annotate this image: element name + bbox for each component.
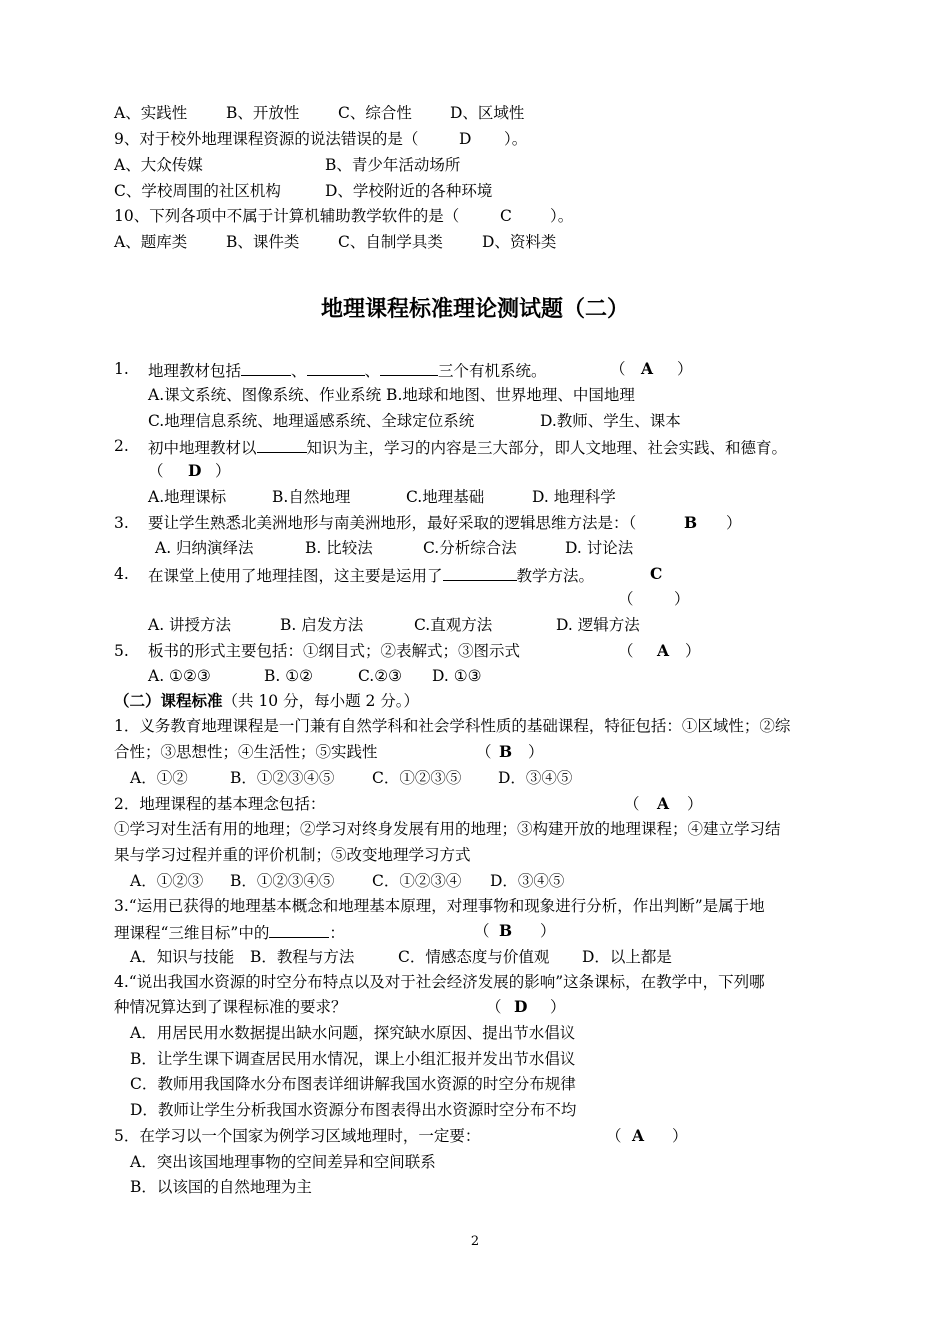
p1-q5-stem: 5. 板书的形式主要包括：①纲目式；②表解式；③图示式 （ A ） xyxy=(114,641,701,660)
q10-option: D、资料类 xyxy=(482,233,557,251)
fill-blank xyxy=(269,921,329,938)
section-heading: （二）课程标准（共 10 分，每小题 2 分。） xyxy=(114,691,420,710)
answer: B xyxy=(684,513,698,532)
q9-option-d: D、学校附近的各种环境 xyxy=(325,182,493,200)
question-number: 3. xyxy=(114,514,129,532)
p1-q2-stem xyxy=(114,436,788,457)
answer: B xyxy=(499,921,513,940)
page-title: 地理课程标准理论测试题（二） xyxy=(320,297,629,322)
q9-stem: 9、对于校外地理课程资源的说法错误的是（ xyxy=(114,130,419,148)
p2-q5-option: B．以该国的自然地理为主 xyxy=(130,1178,312,1196)
p1-q2-answer-line: （ D ） xyxy=(148,461,231,480)
q9-answer: D xyxy=(459,130,472,148)
q8-option: D、区域性 xyxy=(450,104,525,122)
answer: A xyxy=(657,641,670,660)
q10-option: C、自制学具类 xyxy=(338,233,443,251)
fill-blank xyxy=(257,436,307,453)
question-stem: 地理教材包括 、 、 三个有机系统。 xyxy=(148,359,547,381)
q8-option: C、综合性 xyxy=(338,104,412,122)
q10-answer: C xyxy=(500,207,512,225)
p2-q4-option: D．教师让学生分析我国水资源分布图表得出水资源时空分布不均 xyxy=(130,1101,577,1119)
question-number: 1. xyxy=(114,360,129,378)
answer: C xyxy=(650,564,663,583)
p2-q2-stem: 2．地理课程的基本理念包括： （ A ） xyxy=(114,794,703,813)
p1-q4-paren: （ ） xyxy=(618,590,690,608)
question-number: 5. xyxy=(114,642,129,660)
p2-q5-option: A．突出该国地理事物的空间差异和空间联系 xyxy=(130,1153,436,1171)
q9-option-c: C、学校周围的社区机构 xyxy=(114,182,281,200)
q9-options-row1 xyxy=(114,155,461,175)
p2-q1-line2: 合性；③思想性；④生活性；⑤实践性 （ B ） xyxy=(114,742,544,761)
p2-q4-option: B．让学生课下调查居民用水情况，课上小组汇报并发出节水倡议 xyxy=(130,1050,576,1068)
q10-stem: 10、下列各项中不属于计算机辅助教学软件的是（ xyxy=(114,207,460,225)
fill-blank xyxy=(380,359,438,376)
q9-option-a: A、大众传媒 xyxy=(114,156,203,174)
p1-q3-stem: 3. 要让学生熟悉北美洲地形与南美洲地形，最好采取的逻辑思维方法是：（ B ） xyxy=(114,513,742,532)
question-stem: 初中地理教材以 知识为主，学习的内容是三大部分，即人文地理、社会实践、和德育。 xyxy=(148,436,787,458)
p2-q1-line1: 1．义务教育地理课程是一门兼有自然学科和社会学科性质的基础课程，特征包括：①区域性；②综 xyxy=(114,717,791,735)
paren-open: （ xyxy=(610,360,626,378)
p1-q1-options-2: C.地理信息系统、地理遥感系统、全球定位系统 D.教师、学生、课本 xyxy=(148,412,681,430)
answer: B xyxy=(499,742,513,761)
fill-blank xyxy=(443,564,517,581)
q10-option: B、课件类 xyxy=(226,233,300,251)
fill-blank xyxy=(307,359,365,376)
q8-option: A、实践性 xyxy=(114,104,188,122)
answer: A xyxy=(657,794,670,813)
page-number: 2 xyxy=(470,1234,480,1249)
q10-close: ）。 xyxy=(550,207,574,225)
q9-stem-line xyxy=(114,129,528,149)
p2-q2-line2: 果与学习过程并重的评价机制；⑤改变地理学习方式 xyxy=(114,846,471,864)
question-number: 2. xyxy=(114,437,129,455)
fill-blank xyxy=(241,359,291,376)
answer: D xyxy=(188,461,202,480)
q8-option: B、开放性 xyxy=(226,104,300,122)
q10-stem-line xyxy=(114,206,574,226)
paren-close: ） xyxy=(677,360,693,378)
q9-close: ）。 xyxy=(504,130,528,148)
p2-q2-line1: ①学习对生活有用的地理；②学习对终身发展有用的地理；③构建开放的地理课程；④建立学习结 xyxy=(114,820,781,838)
p2-q3-line1: 3.“运用已获得的地理基本概念和地理基本原理，对理事物和现象进行分析，作出判断”是属于地 xyxy=(114,897,765,915)
question-number: 4. xyxy=(114,565,129,583)
p2-q4-line1: 4.“说出我国水资源的时空分布特点以及对于社会经济发展的影响”这条课标，在教学中，下列哪 xyxy=(114,973,765,991)
p2-q3-line2: 理课程“三维目标”中的 ： （ B ） xyxy=(114,921,556,942)
question-stem: 在课堂上使用了地理挂图，这主要是运用了 教学方法。 xyxy=(148,564,594,586)
answer: A xyxy=(632,1126,645,1145)
p2-q4-line2: 种情况算达到了课程标准的要求？ （ D ） xyxy=(114,997,566,1016)
p2-q5-stem: 5．在学习以一个国家为例学习区域地理时，一定要： （ A ） xyxy=(114,1126,688,1145)
q9-option-b: B、青少年活动场所 xyxy=(325,156,461,174)
q9-options-row2 xyxy=(114,181,493,201)
p1-q1-options-1: A.课文系统、图像系统、作业系统 B.地球和地图、世界地理、中国地理 xyxy=(148,386,635,404)
p2-q4-option: A．用居民用水数据提出缺水问题，探究缺水原因、提出节水倡议 xyxy=(130,1024,576,1042)
p1-q4-stem xyxy=(114,564,663,585)
answer: D xyxy=(514,997,528,1016)
answer: A xyxy=(641,359,654,378)
p1-q1-stem xyxy=(114,359,693,380)
p2-q4-option: C．教师用我国降水分布图表详细讲解我国水资源的时空分布规律 xyxy=(130,1075,576,1093)
q10-option: A、题库类 xyxy=(114,233,188,251)
